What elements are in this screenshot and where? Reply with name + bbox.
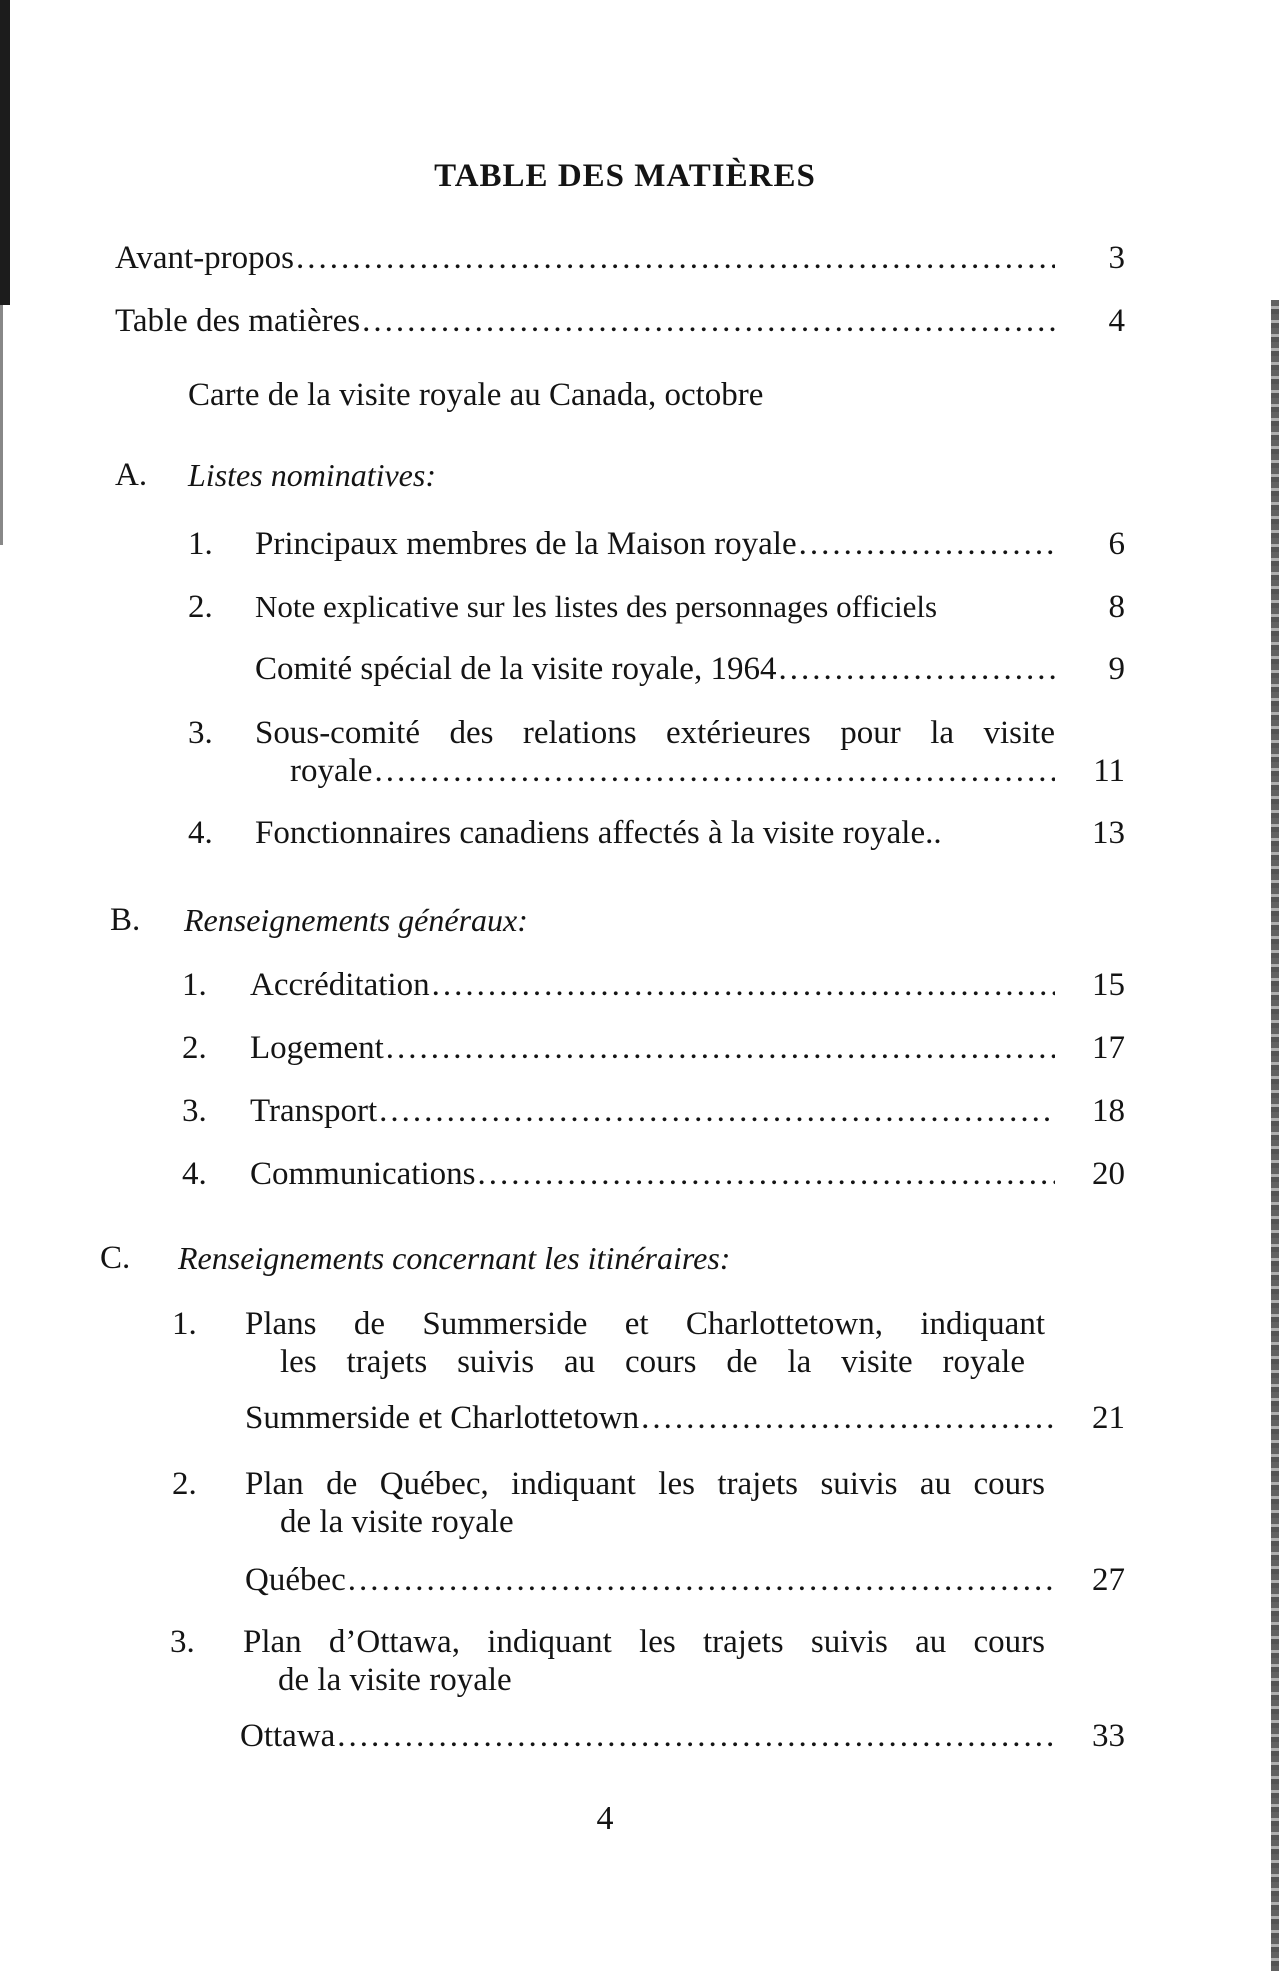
toc-entry-label: Comité spécial de la visite royale, 1964 [255,651,777,687]
leader-dots [384,1030,1055,1067]
toc-entry-label: Ottawa [240,1718,336,1754]
toc-entry-b3 [250,1093,1125,1130]
toc-entry-a2 [255,589,1125,626]
toc-entry-b2 [250,1030,1125,1067]
item-number: 2. [182,1030,207,1066]
leader-dots [639,1400,1055,1437]
toc-entry-page: 21 [1092,1400,1125,1436]
toc-entry-a1 [255,526,1125,563]
toc-entry-c2-line1: Plan de Québec, indiquant les trajets suivis au cours [245,1466,1045,1502]
toc-entry-label: Logement [250,1030,384,1066]
toc-entry-carte: Carte de la visite royale au Canada, octobre [188,377,764,413]
item-number: 4. [188,815,213,851]
item-number: 1. [172,1306,197,1342]
leader-dots [430,967,1055,1004]
leader-dots [377,1093,1055,1130]
toc-entry-label: Avant-propos [115,240,295,276]
toc-entry-c1-line1: Plans de Summerside et Charlottetown, indiquant [245,1306,1045,1342]
section-b-title: Renseignements généraux: [184,902,528,938]
item-number: 2. [188,589,213,625]
toc-entry-c1-line2: les trajets suivis au cours de la visite royale [280,1344,1025,1380]
toc-entry-label: Communications [250,1156,476,1192]
toc-entry-label: royale [290,753,373,789]
toc-entry-a4 [255,815,1125,852]
toc-entry-c3-line1: Plan d’Ottawa, indiquant les trajets suivis au cours [243,1624,1045,1660]
toc-entry-label: Note explicative sur les listes des personnages officiels [255,589,938,624]
toc-entry-page: 9 [1108,651,1125,687]
toc-entry-page: 13 [1092,815,1125,851]
toc-entry-table-des-matieres [115,303,1125,340]
toc-entry-c1 [245,1400,1125,1437]
toc-entry-page: 3 [1108,240,1125,276]
item-number: 3. [182,1093,207,1129]
toc-entry-c3-line2: de la visite royale [278,1662,512,1698]
toc-entry-b1 [250,967,1125,1004]
toc-entry-page: 11 [1093,753,1125,789]
page-number: 4 [596,1800,614,1837]
item-number: 3. [170,1624,195,1660]
toc-entry-label: Table des matières [115,303,361,339]
leader-dots [797,526,1055,563]
leader-dots [294,240,1055,277]
toc-entry-b4 [250,1156,1125,1193]
section-c-title: Renseignements concernant les itinéraires: [178,1240,731,1276]
toc-entry-label: Transport [250,1093,378,1129]
toc-entry-label: Accréditation [250,967,430,1003]
leader-dots [335,1718,1055,1755]
toc-entry-page: 6 [1108,526,1125,562]
section-a-letter: A. [115,457,148,493]
section-c-letter: C. [100,1240,131,1276]
toc-entry-label: Summerside et Charlottetown [245,1400,640,1436]
toc-entry-page: 33 [1092,1718,1125,1754]
item-number: 1. [182,967,207,1003]
toc-entry-page: 20 [1092,1156,1125,1192]
leader-dots [360,303,1055,340]
toc-entry-a3-line1: Sous-comité des relations extérieures pour la visite [255,715,1055,751]
toc-entry-avant-propos [115,240,1125,277]
toc-entry-page: 4 [1108,303,1125,339]
item-number: 3. [188,715,213,751]
toc-entry-label: Québec [245,1562,346,1598]
leader-dots [372,753,1055,790]
toc-entry-label: Principaux membres de la Maison royale [255,526,797,562]
toc-entry-page: 8 [1108,589,1125,625]
leader-dots [476,1156,1056,1193]
section-a-title: Listes nominatives: [188,457,436,493]
toc-entry-label: Fonctionnaires canadiens affectés à la visite royale.. [255,815,942,851]
toc-entry-a-comite [255,651,1125,688]
item-number: 1. [188,526,213,562]
toc-entry-page: 15 [1092,967,1125,1003]
item-number: 2. [172,1466,197,1502]
section-b-letter: B. [110,902,141,938]
leader-dots [346,1562,1055,1599]
toc-entry-page: 17 [1092,1030,1125,1066]
leader-dots [776,651,1055,688]
toc-entry-page: 27 [1092,1562,1125,1598]
toc-entry-c2 [245,1562,1125,1599]
item-number: 4. [182,1156,207,1192]
toc-entry-page: 18 [1092,1093,1125,1129]
toc-entry-c2-line2: de la visite royale [280,1504,514,1540]
toc-entry-a3 [290,753,1125,790]
page-title: TABLE DES MATIÈRES [434,158,816,194]
toc-entry-c3 [240,1718,1125,1755]
